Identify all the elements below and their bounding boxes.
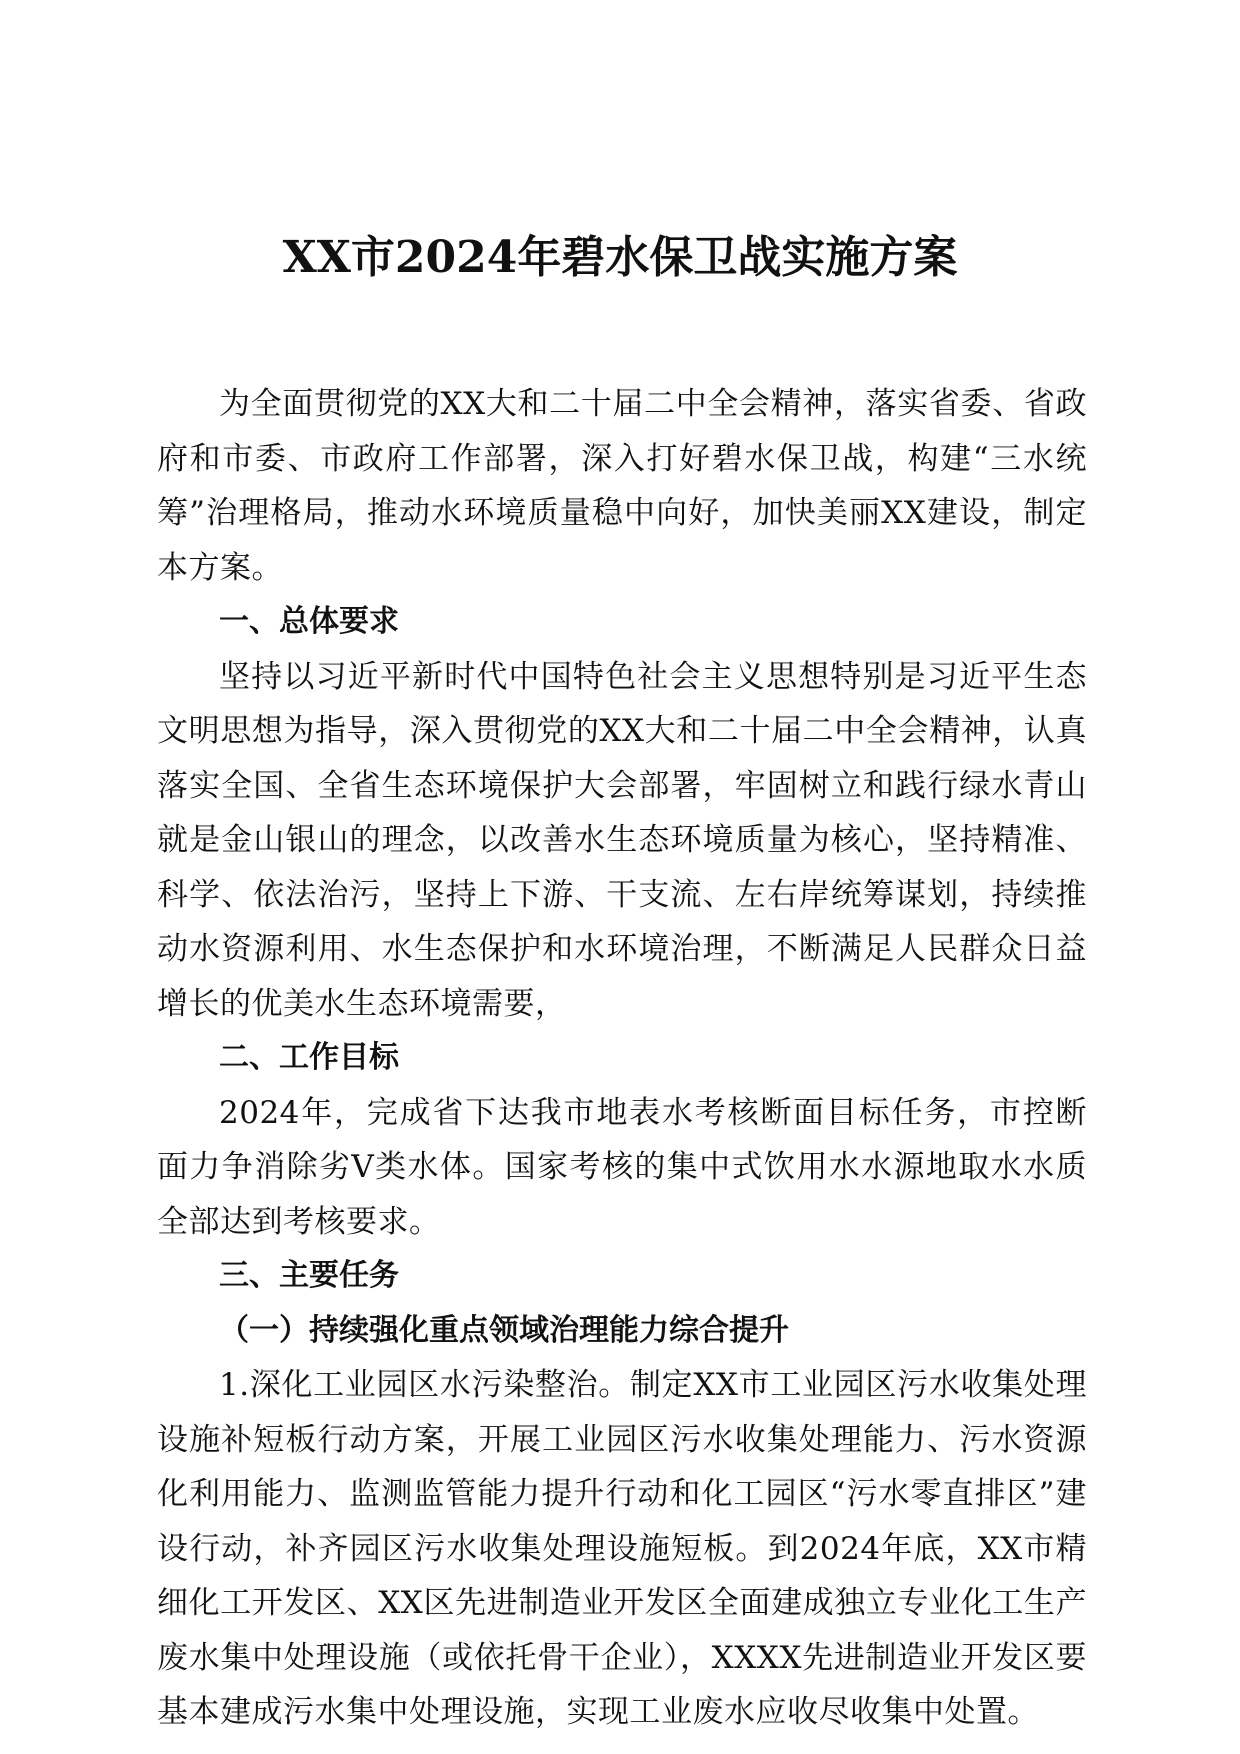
section-heading-general-requirements: 一、总体要求 [219, 604, 399, 639]
section-heading-main-tasks: 三、主要任务 [219, 1258, 399, 1293]
task-item-industrial-park-pollution: 1.深化工业园区水污染整治。制定XX市工业园区污水收集处理设施补短板行动方案，开展工业园区污水收集处理能力、污水资源化利用能力、监测监管能力提升行动和化工园区“污水零直排区”建设行动，补齐园区污水收集处理设施短板。到2024年底，XX市精细化工开发区、XX区先进制造业开发区全面建成独立专业化工生产废水集中处理设施（或依托骨干企业），XXXX先进制造业开发区要基本建成污水集中处理设施，实现工业废水应收尽收集中处置。 [157, 1367, 1087, 1730]
document-title: XX市2024年碧水保卫战实施方案 [282, 232, 958, 283]
general-requirements-paragraph: 坚持以习近平新时代中国特色社会主义思想特别是习近平生态文明思想为指导，深入贯彻党的XX大和二十届二中全会精神，认真落实全国、全省生态环境保护大会部署，牢固树立和践行绿水青山就是金山银山的理念，以改善水生态环境质量为核心，坚持精准、科学、依法治污，坚持上下游、干支流、左右岸统筹谋划，持续推动水资源利用、水生态保护和水环境治理，不断满足人民群众日益增长的优美水生态环境需要， [157, 658, 1087, 1022]
intro-paragraph: 为全面贯彻党的XX大和二十届二中全会精神，落实省委、省政府和市委、市政府工作部署，深入打好碧水保卫战，构建“三水统筹”治理格局，推动水环境质量稳中向好，加快美丽XX建设，制定本方案。 [157, 386, 1087, 586]
document-body [157, 377, 1087, 1740]
work-goals-paragraph: 2024年，完成省下达我市地表水考核断面目标任务，市控断面力争消除劣V类水体。国家考核的集中式饮用水水源地取水水质全部达到考核要求。 [157, 1094, 1087, 1240]
section-heading-work-goals: 二、工作目标 [219, 1040, 399, 1075]
subsection-heading-governance-capacity: （一）持续强化重点领域治理能力综合提升 [219, 1312, 789, 1348]
